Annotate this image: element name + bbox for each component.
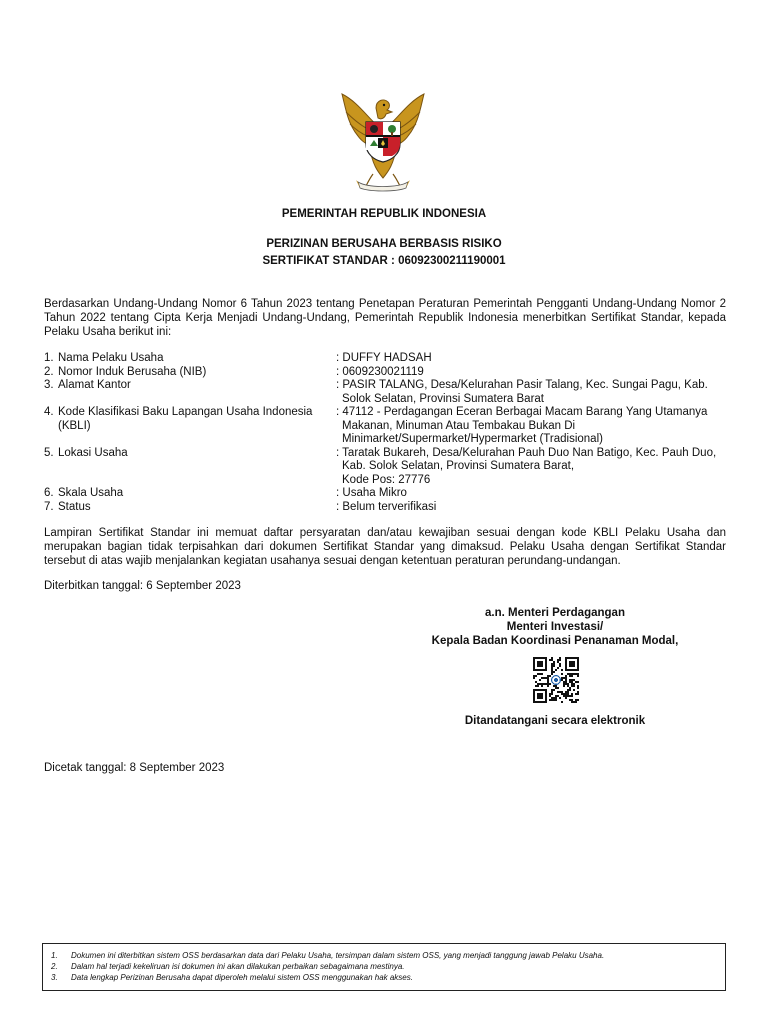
field-value	[336, 352, 734, 366]
field-label	[44, 379, 336, 406]
footnote-number: 1.	[51, 951, 58, 960]
footnote-number: 2.	[51, 962, 58, 971]
field-label	[44, 487, 336, 501]
field-label-text: Status	[58, 500, 91, 513]
field-label-continuation: (KBLI)	[58, 419, 91, 432]
permit-title: PERIZINAN BERUSAHA BERBASIS RISIKO	[266, 238, 502, 250]
field-value-line: : 47112 - Perdagangan Eceran Berbagai Macam Barang Yang Utamanya	[336, 406, 708, 418]
field-number: 6.	[44, 487, 54, 499]
field-value-line: : Belum terverifikasi	[336, 500, 437, 513]
field-value	[336, 406, 734, 447]
field-value-line: Kode Pos: 27776	[342, 473, 431, 486]
field-value-line: Makanan, Minuman Atau Tembakau Bukan Di	[342, 419, 576, 432]
signatory-line-3: Kepala Badan Koordinasi Penanaman Modal,	[431, 635, 679, 647]
footnote-text: Dalam hal terjadi kekeliruan isi dokumen ini akan dilakukan perbaikan sebagaimana mestinya.	[71, 962, 405, 971]
footnote-item	[51, 961, 717, 972]
footnote-number: 3.	[51, 973, 58, 982]
field-label-text: Skala Usaha	[58, 487, 124, 499]
field-number: 1.	[44, 352, 54, 364]
certificate-number: SERTIFIKAT STANDAR : 06092300211190001	[262, 255, 506, 267]
field-label-text: Kode Klasifikasi Baku Lapangan Usaha Indonesia	[58, 406, 313, 418]
field-row	[44, 447, 734, 488]
field-number: 2.	[44, 365, 54, 378]
electronic-signature-note: Ditandatangani secara elektronik	[464, 715, 646, 727]
field-label	[44, 352, 336, 366]
field-number: 5.	[44, 446, 54, 459]
field-value-line: Kab. Solok Selatan, Provinsi Sumatera Barat,	[342, 460, 575, 472]
field-number: 7.	[44, 500, 54, 513]
field-label	[44, 406, 336, 447]
footnote-item	[51, 972, 717, 983]
field-row	[44, 487, 734, 501]
footnotes-box	[42, 943, 726, 991]
field-label-text: Alamat Kantor	[58, 379, 131, 391]
field-label-text: Nama Pelaku Usaha	[58, 352, 164, 364]
field-value-line: Solok Selatan, Provinsi Sumatera Barat	[342, 392, 544, 405]
footnote-text: Data lengkap Perizinan Berusaha dapat diperoleh melalui sistem OSS menggunakan hak akses.	[71, 973, 413, 982]
field-value-line: Minimarket/Supermarket/Hypermarket (Tradisional)	[342, 433, 603, 445]
field-value	[336, 487, 734, 501]
printed-date: Dicetak tanggal: 8 September 2023	[44, 762, 225, 774]
footnote-item	[51, 950, 717, 961]
field-value	[336, 379, 734, 406]
field-label-text: Nomor Induk Berusaha (NIB)	[58, 365, 207, 378]
footnote-text: Dokumen ini diterbitkan sistem OSS berdasarkan data dari Pelaku Usaha, tersimpan dalam sistem OSS, yang menjadi tanggung jawab Pelaku Usaha.	[71, 951, 605, 960]
field-value-line: : 0609230021119	[336, 365, 424, 378]
field-row	[44, 501, 734, 515]
signatory-block	[396, 606, 714, 648]
field-row	[44, 379, 734, 406]
field-value	[336, 447, 734, 488]
field-value-line: : PASIR TALANG, Desa/Kelurahan Pasir Talang, Kec. Sungai Pagu, Kab.	[336, 379, 708, 391]
field-value-line: : Taratak Bukareh, Desa/Kelurahan Pauh Duo Nan Batigo, Kec. Pauh Duo,	[336, 446, 717, 459]
field-label	[44, 447, 336, 488]
field-row	[44, 352, 734, 366]
field-label	[44, 501, 336, 515]
field-value-line: : Usaha Mikro	[336, 487, 407, 499]
field-value	[336, 366, 734, 380]
garuda-pancasila-emblem	[328, 88, 438, 198]
signatory-line-2: Menteri Investasi/	[506, 621, 604, 633]
field-value-line: : DUFFY HADSAH	[336, 352, 432, 364]
field-label-text: Lokasi Usaha	[58, 446, 128, 459]
field-row	[44, 366, 734, 380]
annex-paragraph: Lampiran Sertifikat Standar ini memuat daftar persyaratan dan/atau kewajiban sesuai dengan kode KBLI Pelaku Usaha dan merupakan bagian tidak terpisahkan dari dokumen Sertifikat Standar yang dimaksud. Pelaku Usaha dengan Sertifikat Standar tersebut di atas wajib menjalankan kegiatan usahanya sesuai dengan ketentuan peraturan perundang-undangan.	[44, 527, 726, 567]
intro-paragraph: Berdasarkan Undang-Undang Nomor 6 Tahun 2023 tentang Penetapan Peraturan Pemerintah Pengganti Undang-Undang Nomor 2 Tahun 2022 tentang Cipta Kerja Menjadi Undang-Undang, Pemerintah Republik Indonesia menerbitkan Sertifikat Standar, kepada Pelaku Usaha berikut ini:	[44, 298, 726, 338]
field-label	[44, 366, 336, 380]
field-number: 3.	[44, 379, 54, 391]
government-heading: PEMERINTAH REPUBLIK INDONESIA	[281, 208, 487, 220]
field-value	[336, 501, 734, 515]
signatory-line-1: a.n. Menteri Perdagangan	[485, 607, 625, 619]
business-details-list	[44, 352, 734, 514]
field-row	[44, 406, 734, 447]
qr-code-icon	[533, 657, 579, 703]
issued-date: Diterbitkan tanggal: 6 September 2023	[44, 580, 241, 592]
field-number: 4.	[44, 406, 54, 418]
